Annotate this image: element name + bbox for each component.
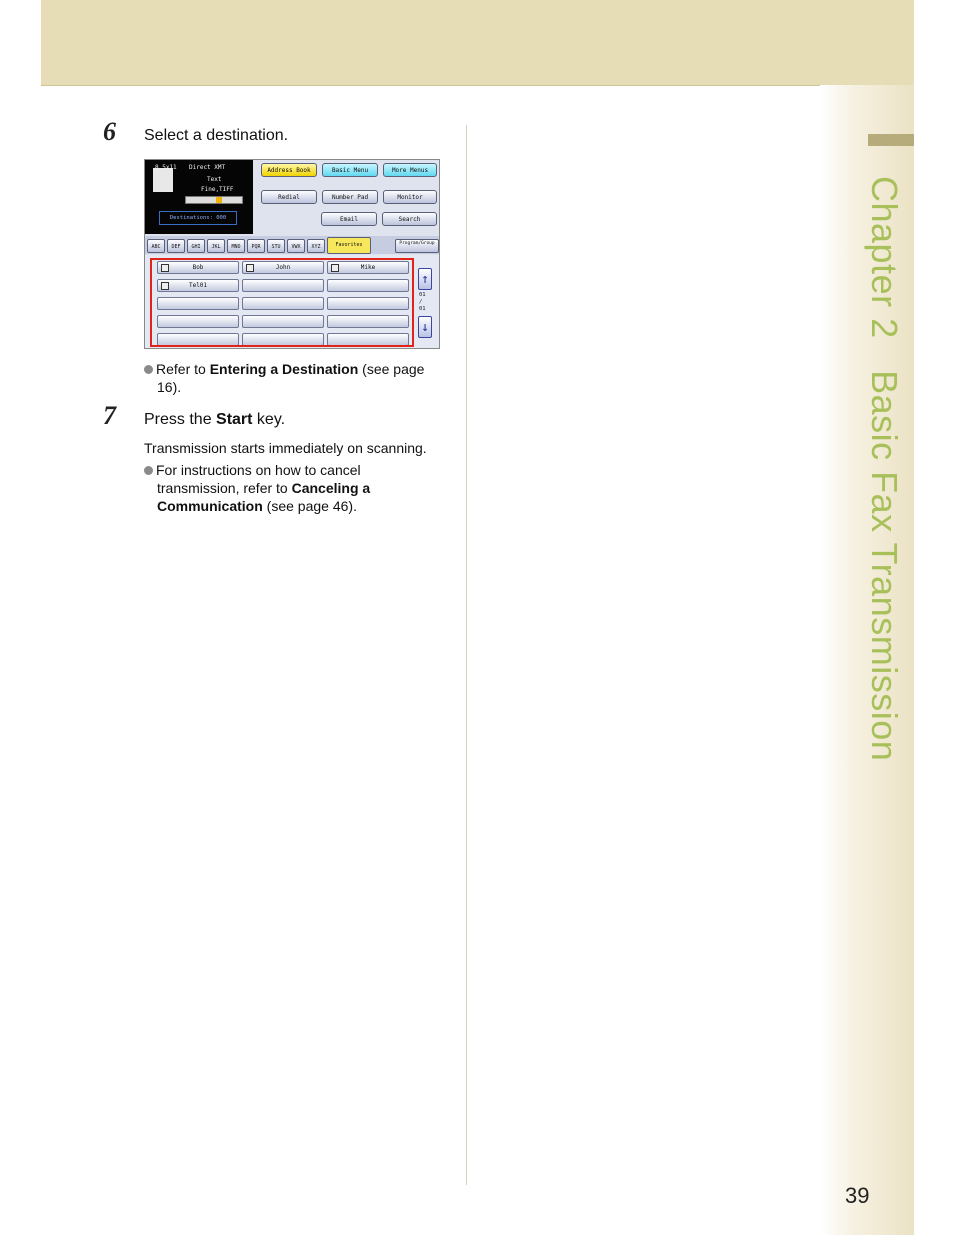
tab-pqr[interactable]: PQR <box>247 239 265 253</box>
entry-name: John <box>275 264 291 271</box>
status-panel <box>145 160 253 234</box>
tab-jkl[interactable]: JKL <box>207 239 225 253</box>
original-type: Text <box>207 176 222 183</box>
email-button[interactable]: Email <box>321 212 377 226</box>
tab-favorites[interactable]: Favorites <box>327 237 371 254</box>
page-number: 39 <box>845 1183 870 1208</box>
chapter-heading <box>864 176 905 762</box>
step-number-7: 7 <box>103 401 116 430</box>
monitor-button[interactable]: Monitor <box>383 190 437 204</box>
entry-name: Bob <box>192 264 204 271</box>
step-7-text: Press the Start key. <box>144 411 286 428</box>
tab-vwx[interactable]: VWX <box>287 239 305 253</box>
page-indicator: 01 / 01 <box>419 292 426 312</box>
contrast-slider <box>185 196 243 204</box>
column-divider <box>466 125 467 1185</box>
bullet-icon <box>144 466 153 475</box>
entry-name: Mike <box>360 264 376 271</box>
step-number-6: 6 <box>103 117 116 146</box>
index-tab-row <box>145 236 440 254</box>
contrast-marker <box>216 197 222 203</box>
tab-ghi[interactable]: GHI <box>187 239 205 253</box>
paper-size: 8.5x11 <box>155 164 177 171</box>
page-current: 01 <box>419 292 426 298</box>
tab-stu[interactable]: STU <box>267 239 285 253</box>
scroll-up-button[interactable]: ↑ <box>418 268 432 290</box>
step-6-text: Select a destination. <box>144 127 289 144</box>
tab-program-group[interactable]: Program/Group <box>395 239 439 253</box>
highlight-box <box>150 258 414 347</box>
step-7-note: Transmission starts immediately on scanning. <box>144 440 427 456</box>
document-icon <box>153 168 173 192</box>
chapter-title: Basic Fax Transmission <box>864 370 905 762</box>
resolution-label: Fine,TIFF <box>201 186 234 193</box>
page-total: 01 <box>419 306 426 312</box>
mode-label: Direct XMT <box>189 164 226 171</box>
header-band <box>41 0 914 86</box>
touch-panel-screenshot <box>144 159 440 349</box>
chapter-label: Chapter 2 <box>864 176 905 339</box>
number-pad-button[interactable]: Number Pad <box>322 190 378 204</box>
tab-def[interactable]: DEF <box>167 239 185 253</box>
basic-menu-button[interactable]: Basic Menu <box>322 163 378 177</box>
more-menus-button[interactable]: More Menus <box>383 163 437 177</box>
chapter-tab-marker <box>868 134 914 146</box>
step-6-reference: Refer to Entering a Destination (see page 16). <box>144 360 444 396</box>
step-7-reference: For instructions on how to cancel transmission, refer to Canceling a Communication (see page 46). <box>144 461 444 515</box>
redial-button[interactable]: Redial <box>261 190 317 204</box>
destinations-counter: Destinations: 000 <box>159 211 237 225</box>
tab-abc[interactable]: ABC <box>147 239 165 253</box>
entry-name: Tel01 <box>188 282 208 289</box>
address-book-button[interactable]: Address Book <box>261 163 317 177</box>
tab-mno[interactable]: MNO <box>227 239 245 253</box>
tab-xyz[interactable]: XYZ <box>307 239 325 253</box>
bullet-icon <box>144 365 153 374</box>
scroll-down-button[interactable]: ↓ <box>418 316 432 338</box>
search-button[interactable]: Search <box>382 212 437 226</box>
